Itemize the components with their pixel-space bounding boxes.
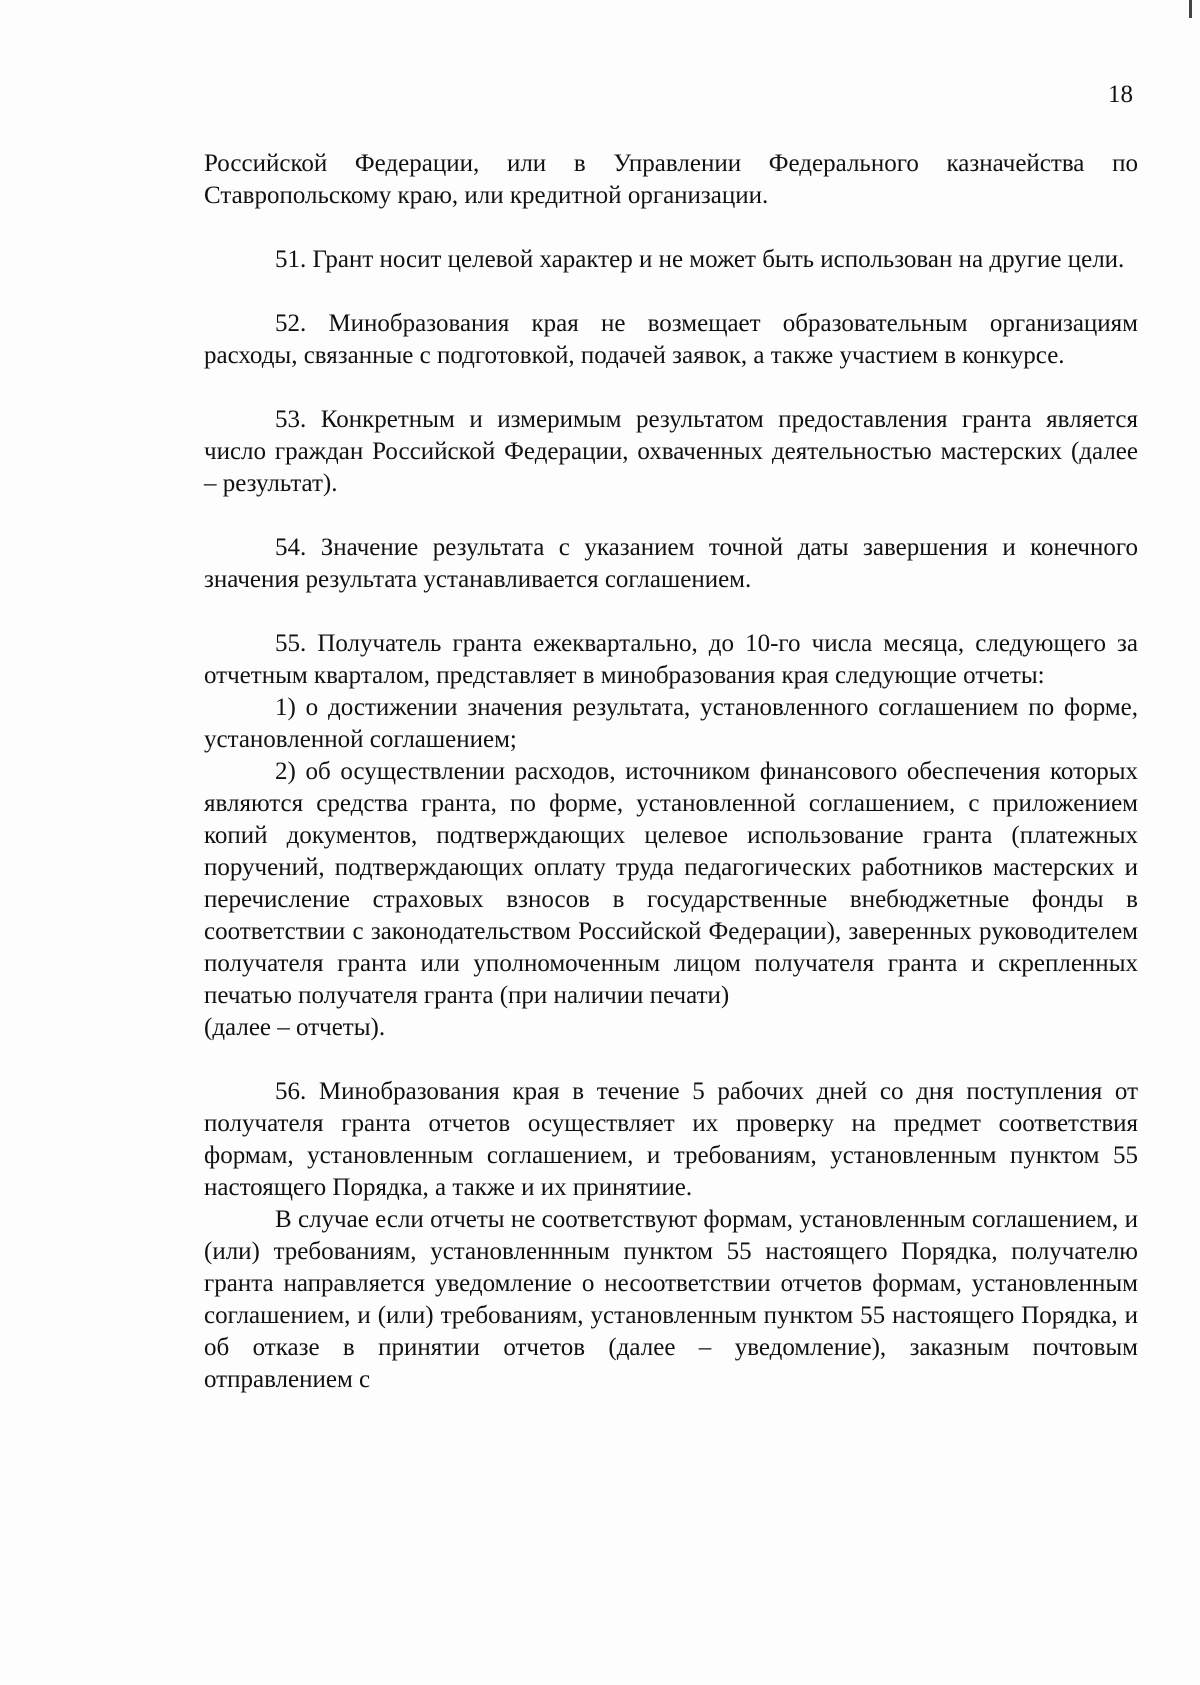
page-number: 18 [1108, 81, 1133, 108]
paragraph-56-part-2: В случае если отчеты не соответствуют формам, установленным соглашением, и (или) требованиям, установленнным пунктом 55 настоящего Порядка, получателю гранта направляется уведомление о несоответствии отчетов формам, установленным соглашением, и (или) требованиям, установленным пунктом 55 настоящего Порядка, и об отказе в принятии отчетов (далее – уведомление), заказным почтовым отправлением с [204, 1206, 1138, 1393]
paragraph-51: 51. Грант носит целевой характер и не может быть использован на другие цели. [275, 246, 1125, 273]
paragraph-55-item-1: 1) о достижении значения результата, установленного соглашением по форме, установленной соглашением; [204, 694, 1138, 753]
paragraph-continuation: Российской Федерации, или в Управлении Федерального казначейства по Ставропольскому краю, или кредитной организации. [204, 150, 1138, 209]
paragraph-gap [204, 276, 1138, 308]
paragraph-54: 54. Значение результата с указанием точной даты завершения и конечного значения результата устанавливается соглашением. [204, 534, 1138, 593]
scan-edge-mark [1189, 0, 1192, 18]
paragraph-53: 53. Конкретным и измеримым результатом предоставления гранта является число граждан Российской Федерации, охваченных деятельностью мастерских (далее – результат). [204, 406, 1138, 497]
paragraph-55: 55. Получатель гранта ежеквартально, до 10-го числа месяца, следующего за отчетным кварталом, представляет в минобразования края следующие отчеты: [204, 630, 1138, 689]
paragraph-gap [204, 500, 1138, 532]
paragraph-gap [204, 372, 1138, 404]
paragraph-gap [204, 1044, 1138, 1076]
paragraph-56: 56. Минобразования края в течение 5 рабочих дней со дня поступления от получателя гранта отчетов осуществляет их проверку на предмет соответствия формам, установленным соглашением, и требованиям, установленным пунктом 55 настоящего Порядка, а также и их принятиие. [204, 1078, 1138, 1201]
document-body [204, 148, 1138, 1396]
paragraph-gap [204, 596, 1138, 628]
paragraph-55-tail: (далее – отчеты). [204, 1014, 386, 1041]
paragraph-gap [204, 212, 1138, 244]
paragraph-55-item-2: 2) об осуществлении расходов, источником финансового обеспечения которых являются средства гранта, по форме, установленной соглашением, с приложением копий документов, подтверждающих целевое использование гранта (платежных поручений, подтверждающих оплату труда педагогических работников мастерских и перечисление страховых взносов в государственные внебюджетные фонды в соответствии с законодательством Российской Федерации), заверенных руководителем получателя гранта или уполномоченным лицом получателя гранта и скрепленных печатью получателя гранта (при наличии печати) [204, 758, 1138, 1009]
paragraph-52: 52. Минобразования края не возмещает образовательным организациям расходы, связанные с подготовкой, подачей заявок, а также участием в конкурсе. [204, 310, 1138, 369]
